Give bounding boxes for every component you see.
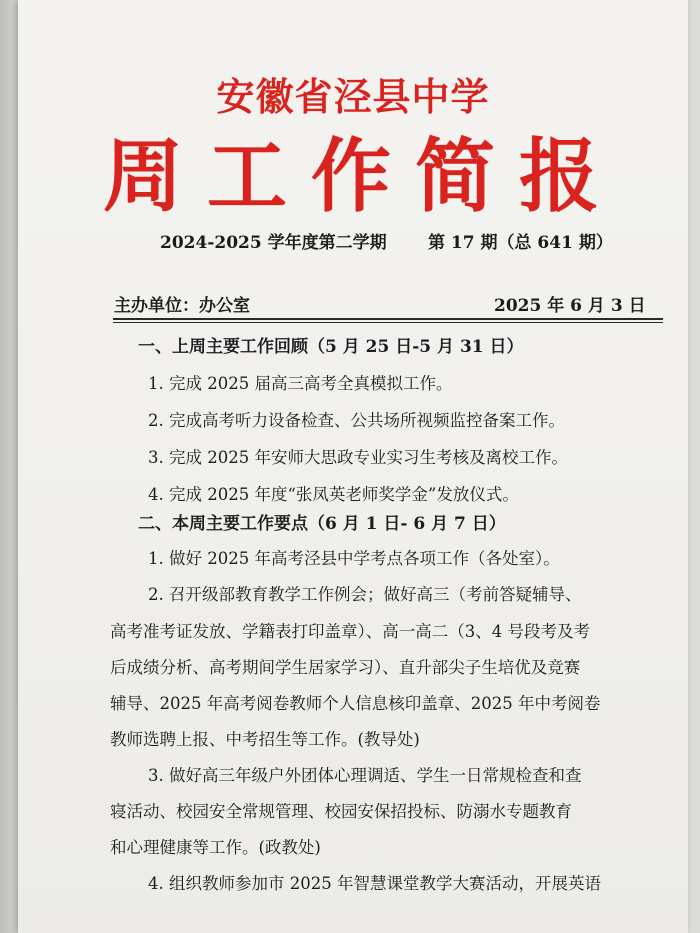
plan-line: 4. 组织教师参加市 2025 年智慧课堂教学大赛活动，开展英语 [148, 874, 601, 893]
plan-line: 1. 做好 2025 年高考泾县中学考点各项工作（各处室）。 [148, 549, 560, 568]
bulletin-title: 周工作简报 [103, 130, 623, 223]
section-heading-plan: 二、本周主要工作要点（6 月 1 日- 6 月 7 日） [138, 514, 506, 534]
review-item: 3. 完成 2025 年安师大思政专业实习生考核及离校工作。 [148, 448, 568, 467]
plan-line: 和心理健康等工作。(政教处) [110, 838, 321, 857]
review-item: 1. 完成 2025 届高三高考全真模拟工作。 [148, 374, 453, 393]
term-label: 2024-2025 学年度第二学期 [160, 233, 387, 253]
plan-line: 3. 做好高三年级户外团体心理调适、学生一日常规检查和查 [148, 766, 582, 785]
review-item: 4. 完成 2025 年度“张凤英老师奖学金”发放仪式。 [148, 485, 519, 504]
review-item: 2. 完成高考听力设备检查、公共场所视频监控备案工作。 [148, 411, 565, 430]
header-rule-top [113, 318, 663, 320]
issue-number: 第 17 期（总 641 期） [428, 233, 613, 253]
school-name: 安徽省泾县中学 [216, 75, 490, 119]
section-heading-review: 一、上周主要工作回顾（5 月 25 日-5 月 31 日） [138, 337, 524, 357]
plan-line: 后成绩分析、高考期间学生居家学习）、直升部尖子生培优及竞赛 [110, 658, 581, 677]
plan-line: 2. 召开级部教育教学工作例会；做好高三（考前答疑辅导、 [148, 585, 582, 604]
plan-line: 辅导、2025 年高考阅卷教师个人信息核印盖章、2025 年中考阅卷 [110, 694, 601, 713]
plan-line: 寝活动、校园安全常规管理、校园安保招投标、防溺水专题教育 [110, 802, 572, 821]
header-rule-bottom [113, 322, 663, 323]
organizer-label: 主办单位：办公室 [114, 296, 250, 316]
plan-line: 教师选聘上报、中考招生等工作。(教导处) [110, 730, 420, 749]
plan-line: 高考准考证发放、学籍表打印盖章）、高一高二（3、4 号段考及考 [110, 622, 590, 641]
paper-shadow-edge [0, 0, 18, 933]
bulletin-page [18, 0, 688, 933]
issue-date: 2025 年 6 月 3 日 [494, 296, 646, 316]
